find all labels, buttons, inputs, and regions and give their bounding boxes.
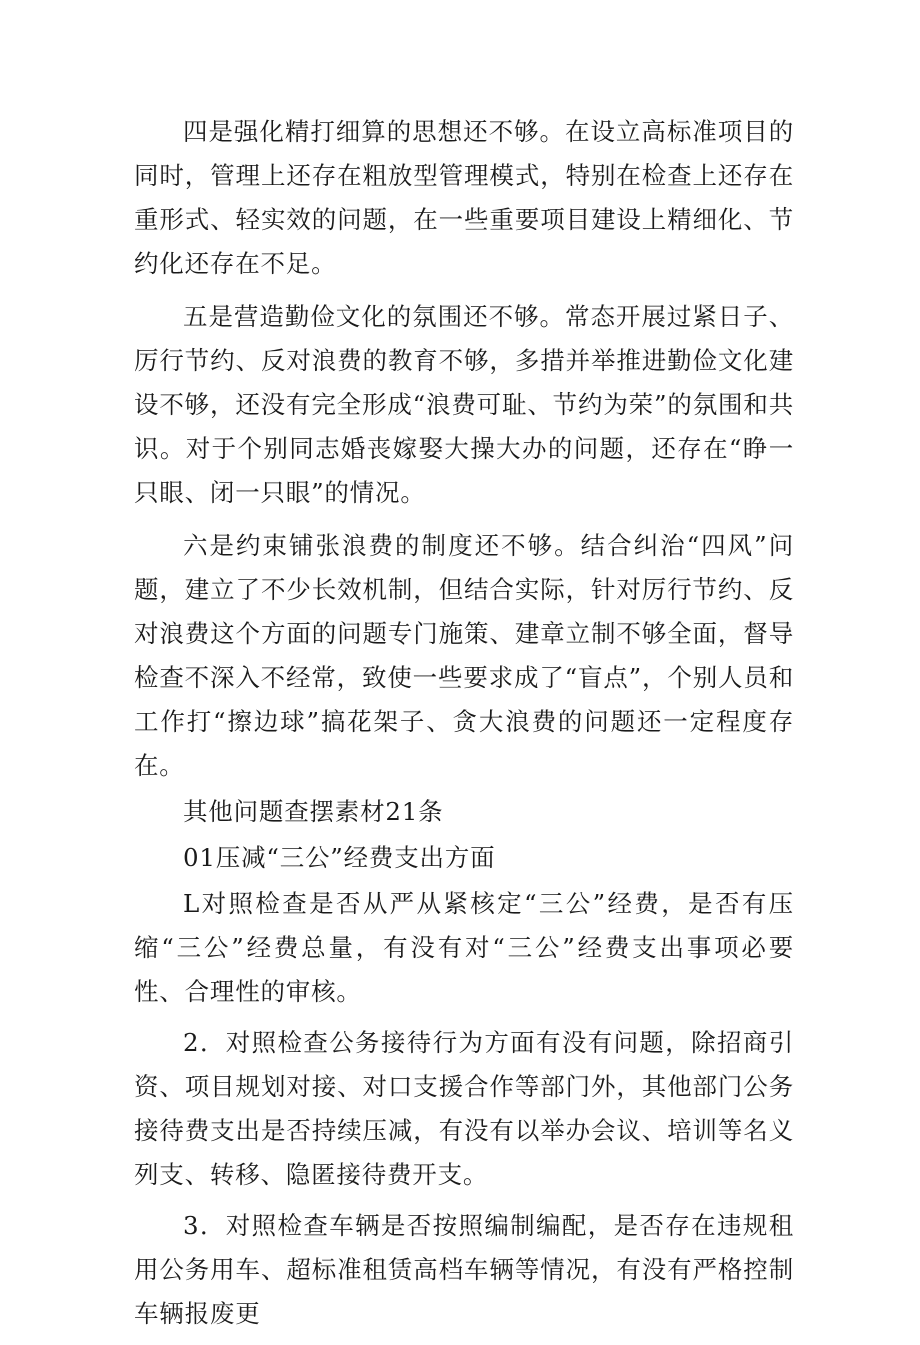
paragraph-6-waste-constraints: 六是约束铺张浪费的制度还不够。结合纠治“四风”问题，建立了不少长效机制，但结合实际，针对厉行节约、反对浪费这个方面的问题专门施策、建章立制不够全面，督导检查不深入不经常，致使一些要求成了“盲点”，个别人员和工作打“擦边球”搞花架子、贪大浪费的问题还一定程度存在。 [134, 531, 794, 780]
list-item-2: 2．对照检查公务接待行为方面有没有问题，除招商引资、项目规划对接、对口支援合作等部门外，其他部门公务接待费支出是否持续压减，有没有以举办会议、培训等名义列支、转移、隐匿接待费开支。 [134, 1028, 794, 1189]
document-body [134, 110, 794, 1345]
subsection-heading-three-public-expenses: 01压减“三公”经费支出方面 [183, 843, 496, 872]
list-item-1: L对照检查是否从严从紧核定“三公”经费，是否有压缩“三公”经费总量，有没有对“三公”经费支出事项必要性、合理性的审核。 [134, 889, 794, 1006]
section-heading-other-issues: 其他问题查摆素材21条 [183, 797, 444, 826]
paragraph-4-precise-budgeting: 四是强化精打细算的思想还不够。在设立高标准项目的同时，管理上还存在粗放型管理模式，特别在检查上还存在重形式、轻实效的问题，在一些重要项目建设上精细化、节约化还存在不足。 [134, 117, 794, 278]
list-item-3: 3．对照检查车辆是否按照编制编配，是否存在违规租用公务用车、超标准租赁高档车辆等情况，有没有严格控制车辆报废更 [134, 1211, 794, 1328]
paragraph-5-frugal-culture: 五是营造勤俭文化的氛围还不够。常态开展过紧日子、厉行节约、反对浪费的教育不够，多措并举推进勤俭文化建设不够，还没有完全形成“浪费可耻、节约为荣”的氛围和共识。对于个别同志婚丧嫁娶大操大办的问题，还存在“睁一只眼、闭一只眼”的情况。 [134, 302, 794, 507]
